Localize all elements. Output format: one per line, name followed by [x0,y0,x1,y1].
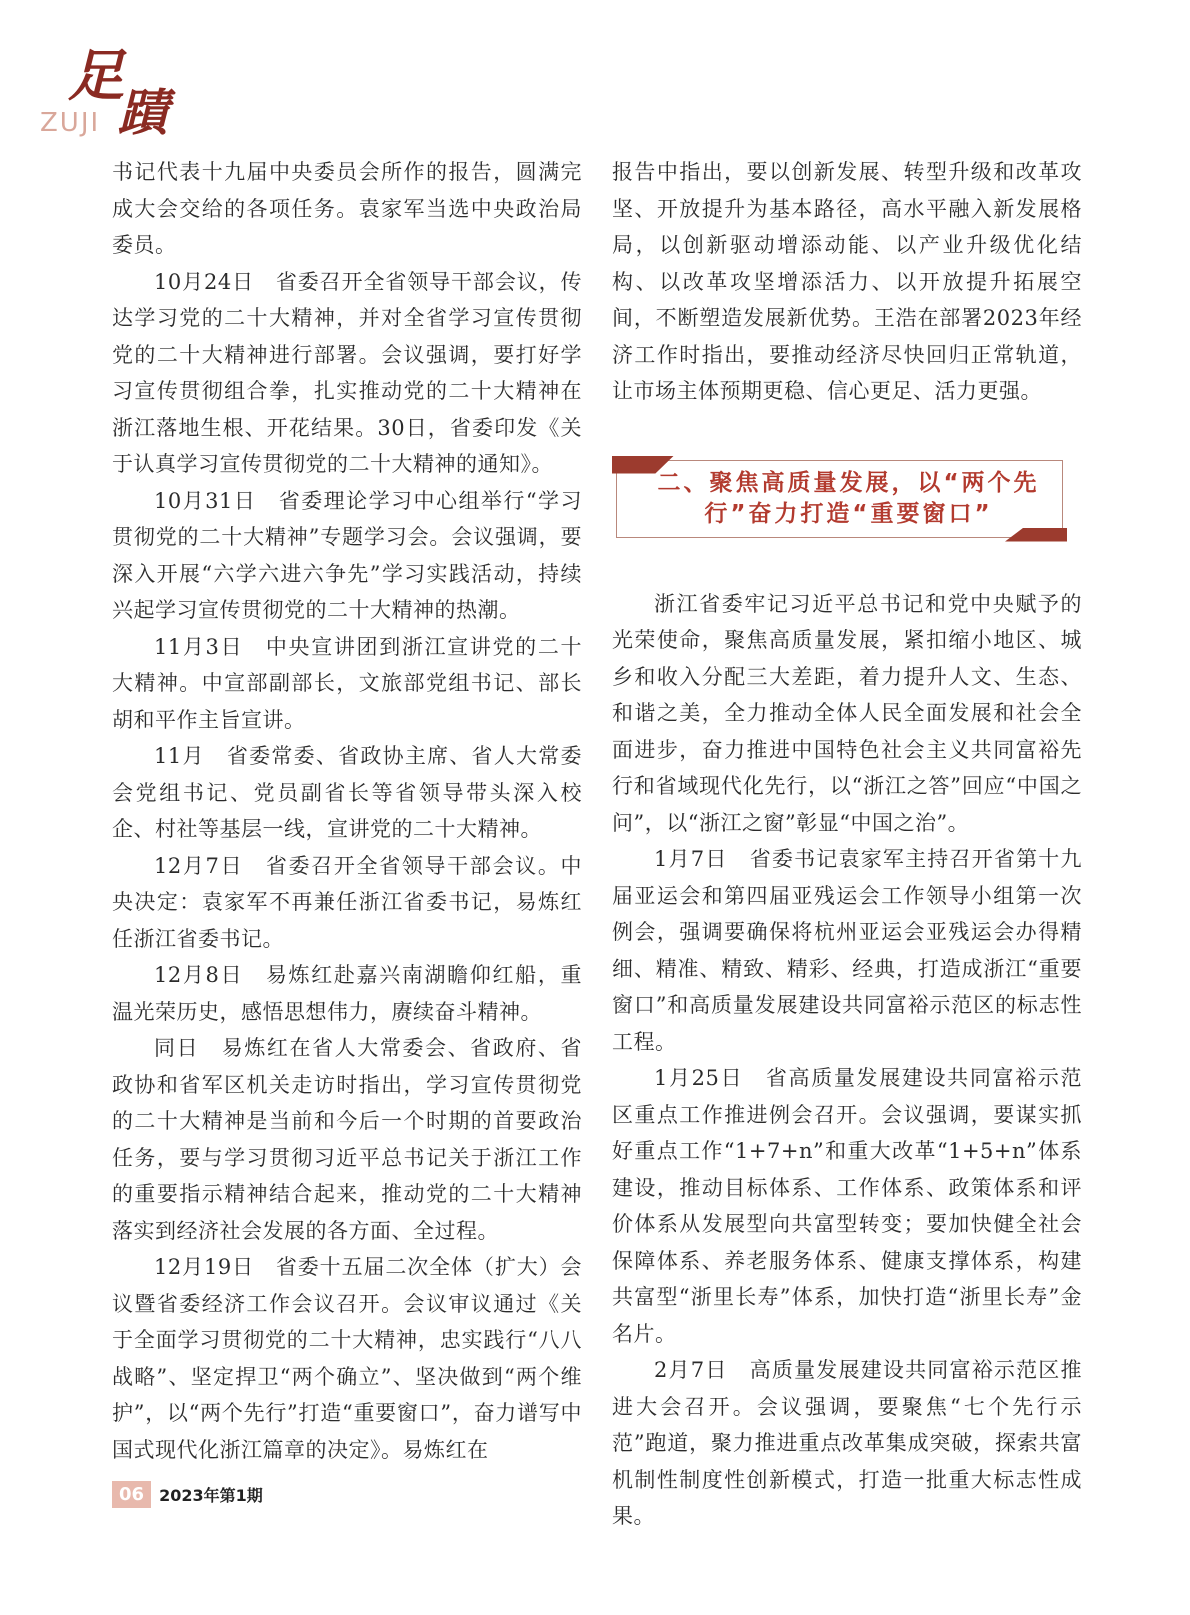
paragraph: 报告中指出，要以创新发展、转型升级和改革攻坚、开放提升为基本路径，高水平融入新发展格局，以创新驱动增添动能、以产业升级优化结构、以改革攻坚增添活力、以开放提升拓展空间，不断塑造发展新优势。王浩在部署2023年经济工作时指出，要推动经济尽快回归正常轨道，让市场主体预期更稳、信心更足、活力更强。 [612,160,1082,403]
left-column [112,154,582,1468]
issue-label: 2023年第1期 [159,1485,263,1505]
paragraph: 12月8日 易炼红赴嘉兴南湖瞻仰红船，重温光荣历史，感悟思想伟力，赓续奋斗精神。 [112,963,582,1024]
section-heading-box [612,456,1067,542]
magazine-logo [38,43,178,143]
logo-char-zu: 足 [68,43,124,109]
section-heading: 二、聚焦高质量发展，以“两个先行”奋力打造“重要窗口” [657,469,1040,527]
paragraph: 10月31日 省委理论学习中心组举行“学习贯彻党的二十大精神”专题学习会。会议强调，要深入开展“六学六进六争先”学习实践活动，持续兴起学习宣传贯彻党的二十大精神的热潮。 [112,488,582,622]
page-footer [112,1479,263,1509]
paragraph: 书记代表十九届中央委员会所作的报告，圆满完成大会交给的各项任务。袁家军当选中央政治局委员。 [112,160,582,257]
paragraph: 浙江省委牢记习近平总书记和党中央赋予的光荣使命，聚焦高质量发展，紧扣缩小地区、城乡和收入分配三大差距，着力提升人文、生态、和谐之美，全力推动全体人民全面发展和社会全面进步，奋力推进中国特色社会主义共同富裕先行和省域现代化先行，以“浙江之答”回应“中国之问”，以“浙江之窗”彰显“中国之治”。 [612,591,1082,835]
right-column [612,154,1082,1535]
paragraph: 1月7日 省委书记袁家军主持召开省第十九届亚运会和第四届亚残运会工作领导小组第一次例会，强调要确保将杭州亚运会亚残运会办得精细、精准、精致、精彩、经典，打造成浙江“重要窗口”和高质量发展建设共同富裕示范区的标志性工程。 [612,847,1082,1054]
logo-char-ji: 蹟 [118,83,168,142]
paragraph: 11月3日 中央宣讲团到浙江宣讲党的二十大精神。中宣部副部长，文旅部党组书记、部长胡和平作主旨宣讲。 [112,634,582,732]
paragraph: 同日 易炼红在省人大常委会、省政府、省政协和省军区机关走访时指出，学习宣传贯彻党的二十大精神是当前和今后一个时期的首要政治任务，要与学习贯彻习近平总书记关于浙江工作的重要指示精神结合起来，推动党的二十大精神落实到经济社会发展的各方面、全过程。 [112,1036,582,1243]
logo-latin-text: ZUJI [40,108,101,138]
paragraph: 11月 省委常委、省政协主席、省人大常委会党组书记、党员副省长等省领导带头深入校企、村社等基层一线，宣讲党的二十大精神。 [112,744,582,841]
paragraph: 2月7日 高质量发展建设共同富裕示范区推进大会召开。会议强调，要聚焦“七个先行示范”跑道，聚力推进重点改革集成突破，探索共富机制性制度性创新模式，打造一批重大标志性成果。 [612,1358,1082,1528]
paragraph: 1月25日 省高质量发展建设共同富裕示范区重点工作推进例会召开。会议强调，要谋实抓好重点工作“1+7+n”和重大改革“1+5+n”体系建设，推动目标体系、工作体系、政策体系和评价体系从发展型向共富型转变；要加快健全社会保障体系、养老服务体系、健康支撑体系，构建共富型“浙里长寿”体系，加快打造“浙里长寿”金名片。 [612,1066,1082,1346]
paragraph: 12月19日 省委十五届二次全体（扩大）会议暨省委经济工作会议召开。会议审议通过《关于全面学习贯彻党的二十大精神，忠实践行“八八战略”、坚定捍卫“两个确立”、坚决做到“两个维护”，以“两个先行”打造“重要窗口”，奋力谱写中国式现代化浙江篇章的决定》。易炼红在 [112,1255,582,1462]
paragraph: 10月24日 省委召开全省领导干部会议，传达学习党的二十大精神，并对全省学习宣传贯彻党的二十大精神进行部署。会议强调，要打好学习宣传贯彻组合拳，扎实推动党的二十大精神在浙江落地生根、开花结果。30日，省委印发《关于认真学习宣传贯彻党的二十大精神的通知》。 [112,269,582,476]
page-number: 06 [112,1481,151,1508]
paragraph: 12月7日 省委召开全省领导干部会议。中央决定：袁家军不再兼任浙江省委书记，易炼红任浙江省委书记。 [112,853,582,951]
